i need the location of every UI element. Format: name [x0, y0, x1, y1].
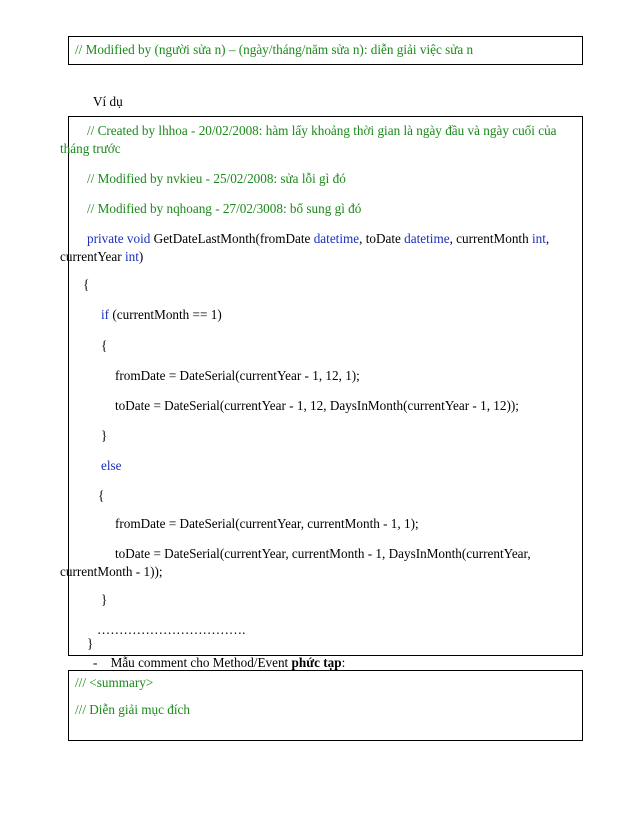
- bullet-colon: :: [341, 655, 346, 670]
- keyword-if: if: [101, 307, 110, 322]
- else-open-brace: {: [98, 488, 105, 503]
- keyword-private: private: [87, 231, 124, 246]
- type-datetime-2: datetime: [404, 231, 450, 246]
- modified-comment-line-1: // Modified by nvkieu - 25/02/2008: sửa lỗi gì đó: [87, 171, 346, 186]
- method-signature-line-2: [60, 249, 582, 265]
- method-close-brace: }: [87, 636, 94, 651]
- bullet-text: Mẫu comment cho Method/Event: [110, 655, 292, 670]
- bullet-item: [93, 655, 345, 671]
- else-todate-line: toDate = DateSerial(currentYear, currentMonth - 1, DaysInMonth(currentYear,: [115, 546, 531, 561]
- if-fromdate-line: fromDate = DateSerial(currentYear - 1, 12, 1);: [115, 368, 360, 383]
- method-signature-line-1: [87, 231, 582, 247]
- else-fromdate-line: fromDate = DateSerial(currentYear, currentMonth - 1, 1);: [115, 516, 419, 531]
- example-code-box: [60, 116, 583, 656]
- param-currentyear: currentYear: [60, 249, 122, 264]
- bullet-dash: -: [93, 655, 98, 670]
- modified-comment-line-2: // Modified by nqhoang - 27/02/3008: bổ sung gì đó: [87, 201, 362, 216]
- modified-comment-box: [68, 36, 583, 65]
- keyword-void: void: [126, 231, 151, 246]
- bullet-bold-text: phức tạp: [291, 655, 342, 670]
- type-int-2: int: [124, 249, 139, 264]
- param-comma: ,: [545, 231, 550, 246]
- if-open-brace: {: [101, 338, 108, 353]
- param-todate: , toDate: [359, 231, 401, 246]
- if-close-brace: }: [101, 428, 108, 443]
- else-close-brace: }: [101, 592, 108, 607]
- type-datetime-1: datetime: [313, 231, 360, 246]
- created-comment-line: // Created by lhhoa - 20/02/2008: hàm lấy khoảng thời gian là ngày đầu và ngày cuối của: [87, 123, 557, 138]
- created-comment-continuation: tháng trước: [60, 141, 121, 156]
- if-statement-line: [101, 307, 582, 323]
- keyword-else: else: [101, 458, 122, 473]
- summary-comment-box: [68, 670, 583, 741]
- else-todate-continuation: currentMonth - 1));: [60, 564, 163, 579]
- modified-comment-template: // Modified by (người sửa n) – (ngày/tháng/năm sửa n): diễn giải việc sửa n: [75, 42, 474, 57]
- example-label: Ví dụ: [93, 94, 123, 109]
- param-currentmonth: , currentMonth: [449, 231, 529, 246]
- signature-close-paren: ): [138, 249, 144, 264]
- method-name: GetDateLastMonth(fromDate: [153, 231, 311, 246]
- method-open-brace: {: [83, 277, 90, 292]
- type-int-1: int: [531, 231, 546, 246]
- summary-description-line: /// Diễn giải mục đích: [75, 702, 190, 717]
- if-todate-line: toDate = DateSerial(currentYear - 1, 12, DaysInMonth(currentYear - 1, 12));: [115, 398, 519, 413]
- if-condition: (currentMonth == 1): [112, 307, 222, 322]
- summary-open-tag: /// <summary>: [75, 675, 154, 690]
- ellipsis-dots: …………………………….: [97, 622, 246, 637]
